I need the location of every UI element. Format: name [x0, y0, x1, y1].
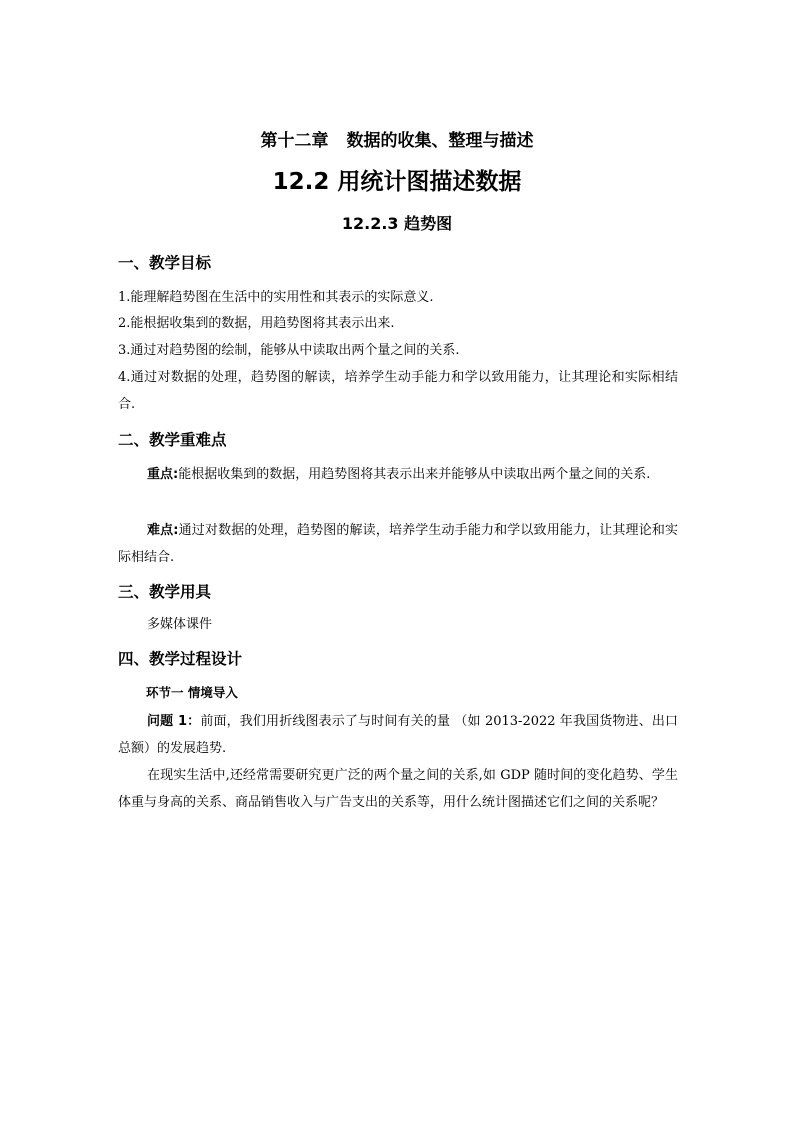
difficult-point-label: 难点: [147, 523, 179, 538]
chapter-title [0, 128, 794, 154]
key-points-heading: 二、教学重难点 [118, 431, 227, 449]
goal-item-2: 2.能根据收集到的数据，用趋势图将其表示出来. [118, 316, 395, 331]
step-1-label: 环节一 情境导入 [146, 685, 238, 700]
difficult-point-paragraph [118, 518, 678, 571]
key-point-paragraph [118, 462, 678, 489]
goal-item-4: 4.通过对数据的处理，趋势图的解读，培养学生动手能力和学以致用能力，让其理论和实际相结合. [118, 370, 678, 412]
tools-heading: 三、教学用具 [118, 583, 212, 601]
process-heading: 四、教学过程设计 [118, 650, 243, 668]
key-point-text: 能根据收集到的数据，用趋势图将其表示出来并能够从中读取出两个量之间的关系. [178, 467, 651, 482]
question-1-label: 问题 1： [147, 714, 201, 729]
goal-item-1: 1.能理解趋势图在生活中的实用性和其表示的实际意义. [118, 290, 434, 305]
section-title: 12.2.3 趋势图 [341, 214, 453, 233]
context-paragraph: 在现实生活中,还经常需要研究更广泛的两个量之间的关系,如 GDP 随时间的变化趋势、学生体重与身高的关系、商品销售收入与广告支出的关系等，用什么统计图描述它们之间的关系呢？ [118, 768, 678, 810]
chapter-number: 第十二章 [260, 131, 329, 151]
goals-heading: 一、教学目标 [118, 254, 212, 272]
key-point-label: 重点: [147, 467, 179, 482]
question-1-text: 前面，我们用折线图表示了与时间有关的量 （如 2013-2022 年我国货物进、出口总额）的发展趋势. [118, 714, 678, 756]
lesson-title: 12.2 用统计图描述数据 [272, 169, 522, 195]
goal-item-3: 3.通过对趋势图的绘制，能够从中读取出两个量之间的关系. [118, 343, 460, 358]
chapter-name: 数据的收集、整理与描述 [346, 131, 534, 151]
question-1-paragraph [118, 709, 678, 762]
difficult-point-text: 通过对数据的处理，趋势图的解读，培养学生动手能力和学以致用能力，让其理论和实际相结合. [118, 523, 678, 565]
tools-text: 多媒体课件 [147, 617, 213, 632]
